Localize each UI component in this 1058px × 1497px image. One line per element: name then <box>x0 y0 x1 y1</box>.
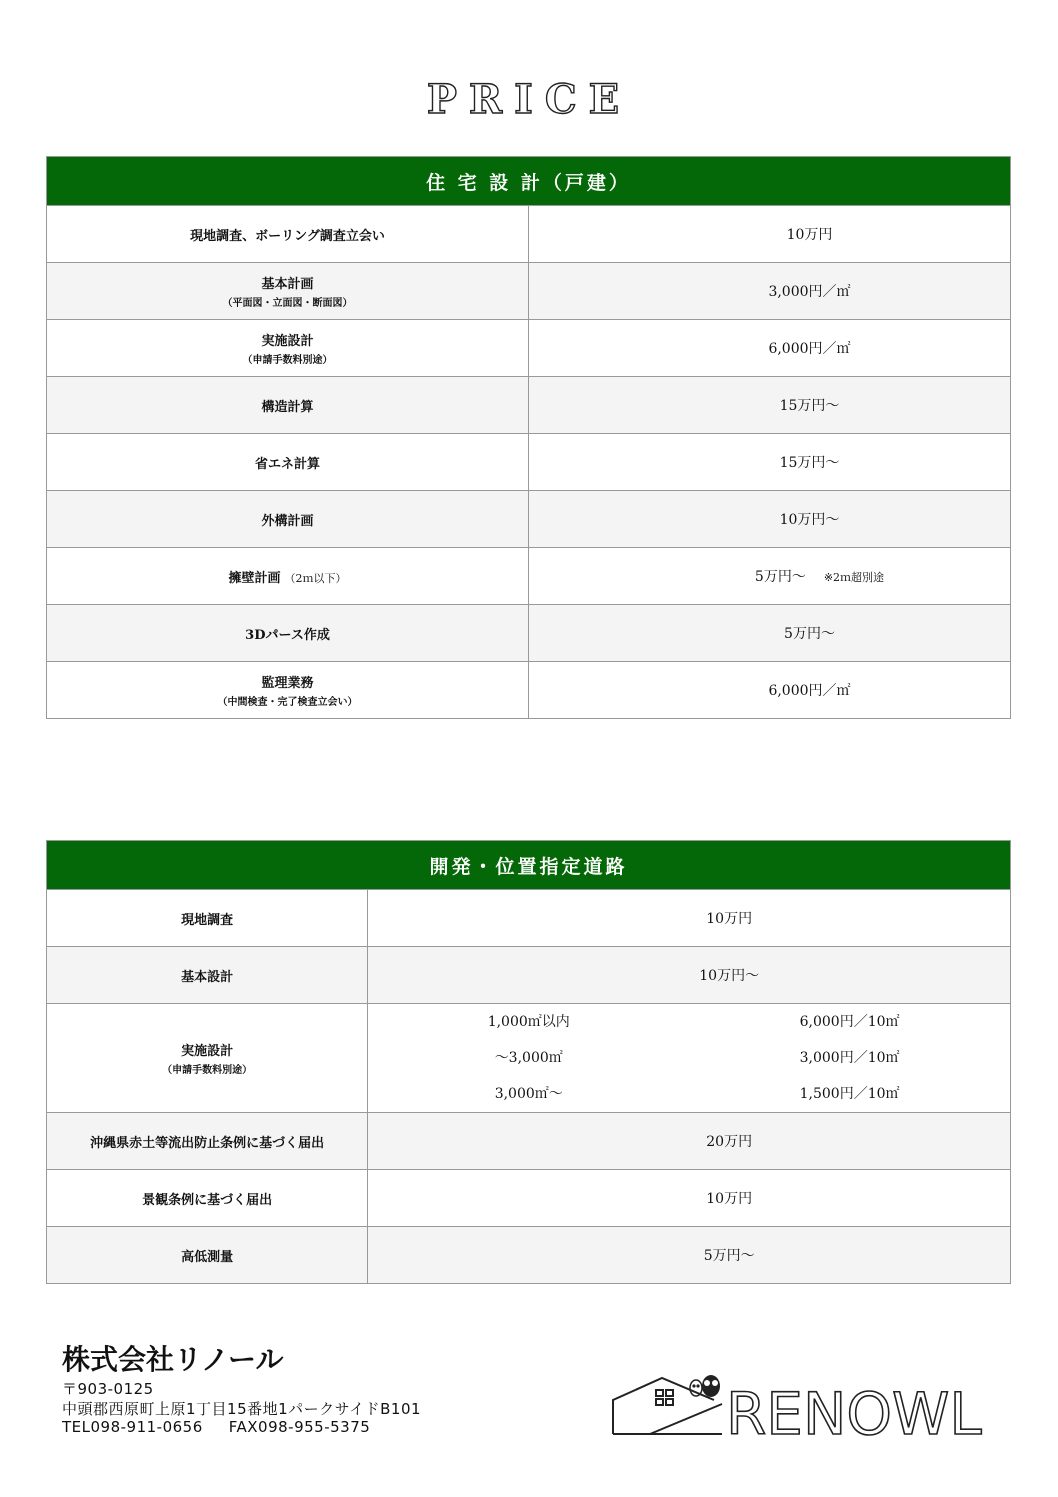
level-survey-label: 高低測量 <box>47 1227 368 1284</box>
red-soil-value: 20万円 <box>368 1113 1011 1170</box>
execution-design-label: 実施設計 （申請手数料別途） <box>47 1004 368 1113</box>
survey-value: 10万円 <box>368 890 1011 947</box>
item-price: 15万円～ <box>529 434 1011 491</box>
table-row <box>47 548 1011 605</box>
item-price: 15万円～ <box>529 377 1011 434</box>
item-price: 5万円～ ※2ｍ超別途 <box>529 548 1011 605</box>
table-row <box>47 662 1011 719</box>
postal-code: 〒903-0125 <box>62 1380 154 1398</box>
item-label: 擁壁計画 （2ｍ以下） <box>47 548 529 605</box>
item-label: 基本計画 （平面図・立面図・断面図） <box>47 263 529 320</box>
price-note: ※2ｍ超別途 <box>823 571 885 584</box>
item-label: 構造計算 <box>47 377 529 434</box>
item-price: 10万円～ <box>529 491 1011 548</box>
page-title: PRICE <box>426 76 632 123</box>
area-tier: 1,000㎡以内 <box>487 1014 570 1030</box>
item-label: 現地調査、ボーリング調査立会い <box>47 206 529 263</box>
tier-price: 3,000円／10㎡ <box>799 1050 900 1066</box>
area-tier-list <box>368 1004 689 1113</box>
item-label: 実施設計 （申請手数料別途） <box>47 320 529 377</box>
item-label: 3Dパース作成 <box>47 605 529 662</box>
table-row <box>47 377 1011 434</box>
item-label: 監理業務 （中間検査・完了検査立会い） <box>47 662 529 719</box>
basic-design-value: 10万円～ <box>368 947 1011 1004</box>
level-survey-value: 5万円～ <box>368 1227 1011 1284</box>
item-price: 5万円～ <box>529 605 1011 662</box>
item-price: 6,000円／㎡ <box>529 320 1011 377</box>
landscape-label: 景観条例に基づく届出 <box>47 1170 368 1227</box>
item-label: 外構計画 <box>47 491 529 548</box>
fax-number: FAX098-955-5375 <box>228 1418 371 1436</box>
red-soil-label: 沖縄県赤土等流出防止条例に基づく届出 <box>47 1113 368 1170</box>
area-tier: ～3,000㎡ <box>494 1050 563 1066</box>
tier-price: 1,500円／10㎡ <box>799 1086 900 1102</box>
table-row <box>47 263 1011 320</box>
table-row <box>47 206 1011 263</box>
tel-number: TEL098-911-0656 <box>62 1418 203 1436</box>
svg-text:RENOWL: RENOWL <box>726 1380 982 1440</box>
item-label: 省エネ計算 <box>47 434 529 491</box>
item-price: 6,000円／㎡ <box>529 662 1011 719</box>
table-row <box>47 320 1011 377</box>
item-price: 10万円 <box>529 206 1011 263</box>
survey-label: 現地調査 <box>47 890 368 947</box>
basic-design-label: 基本設計 <box>47 947 368 1004</box>
house-design-header: 住 宅 設 計（戸建） <box>47 157 1011 206</box>
company-name: 株式会社リノール <box>62 1343 284 1376</box>
table-row <box>47 434 1011 491</box>
renowl-logo <box>610 1364 1010 1440</box>
table-row <box>47 491 1011 548</box>
house-design-price-table <box>46 156 1011 719</box>
development-price-table <box>46 840 1011 1284</box>
landscape-value: 10万円 <box>368 1170 1011 1227</box>
table-row <box>47 605 1011 662</box>
address: 中頭郡西原町上原1丁目15番地1パークサイドB101 <box>62 1400 422 1418</box>
contact-line <box>62 1418 370 1436</box>
item-price: 3,000円／㎡ <box>529 263 1011 320</box>
owl-icon <box>690 1375 720 1397</box>
area-tier: 3,000㎡～ <box>494 1086 563 1102</box>
development-header: 開発・位置指定道路 <box>47 841 1011 890</box>
tier-price: 6,000円／10㎡ <box>799 1014 900 1030</box>
tier-price-list <box>689 1004 1010 1113</box>
